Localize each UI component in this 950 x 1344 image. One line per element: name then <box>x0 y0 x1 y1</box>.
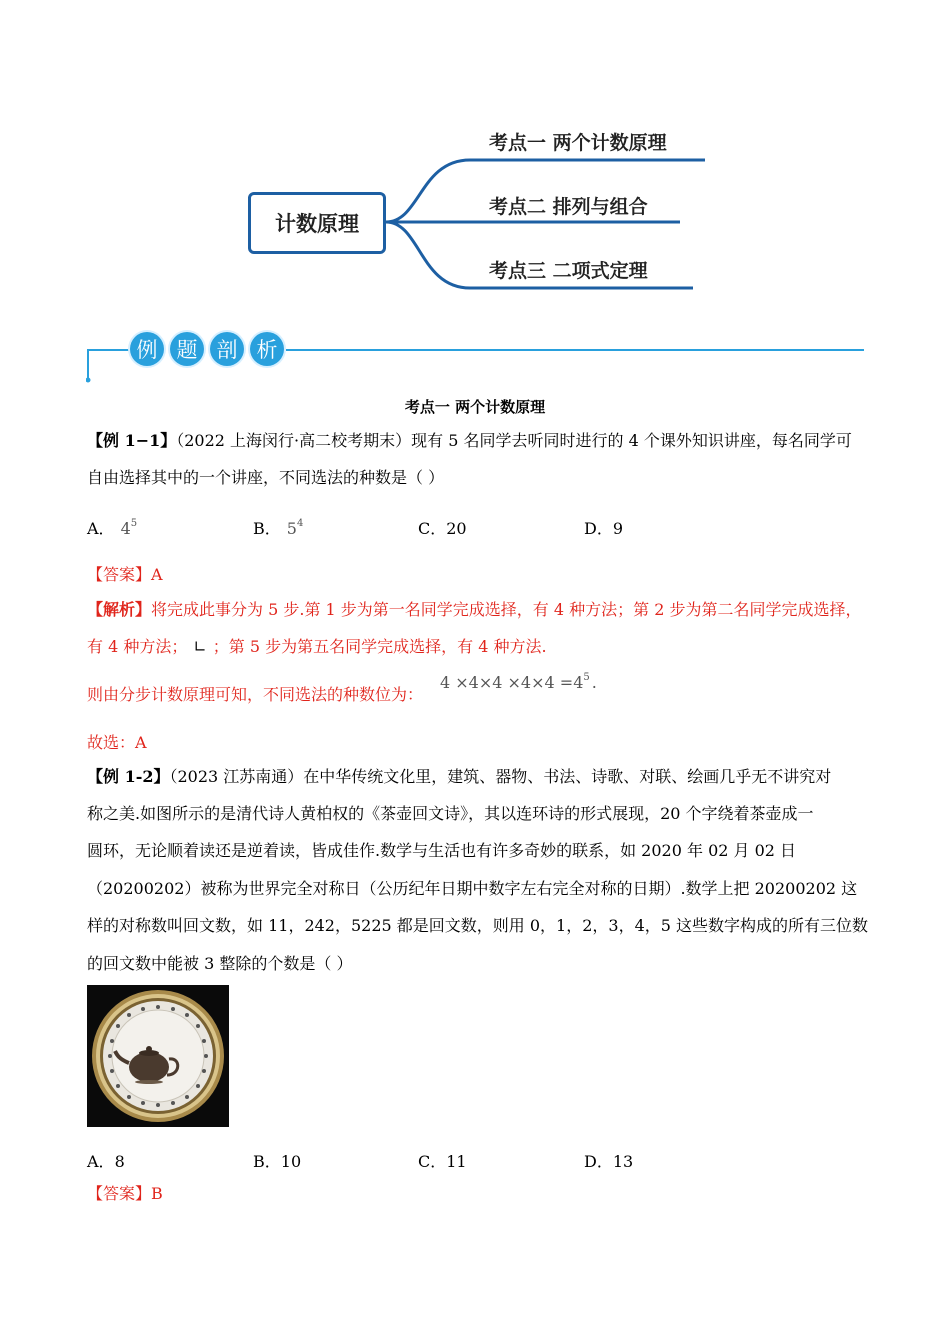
example1-answer: 【答案】A <box>87 565 163 584</box>
mindmap-root: 计数原理 <box>248 192 386 254</box>
mindmap-connectors <box>0 0 950 310</box>
example1-question-line2: 自由选择其中的一个讲座，不同选法的种数是（ ） <box>87 468 445 487</box>
example1-analysis-line2: 有 4 种方法； ∟ ；第 5 步为第五名同学完成选择，有 4 种方法. <box>87 637 547 656</box>
banner-char-2: 题 <box>170 332 204 366</box>
banner-char-3: 剖 <box>210 332 244 366</box>
example1-analysis-line3: 则由分步计数原理可知，不同选法的种数位为： <box>87 685 424 704</box>
example2-option-a: A．8 <box>87 1152 125 1171</box>
example2-line2: 称之美.如图所示的是清代诗人黄柏权的《茶壶回文诗》，其以连环诗的形式展现，20 个字绕着茶壶成一 <box>87 804 814 823</box>
example2-option-b: B．10 <box>253 1152 302 1171</box>
example1-tag: 【例 1−1】 <box>87 431 177 450</box>
example1-option-b: B． $5^4$ <box>253 518 304 538</box>
example1-conclusion: 故选：A <box>87 733 147 752</box>
mindmap-branch-2: 考点二 排列与组合 <box>489 196 648 218</box>
example2-line1: 【例 1-2】（2023 江苏南通）在中华传统文化里，建筑、器物、书法、诗歌、对联、绘画几乎无不讲究对 <box>87 767 832 786</box>
example1-option-d: D．9 <box>584 519 624 538</box>
example1-text1: （2022 上海闵行·高二校考期末）现有 5 名同学去听同时进行的 4 个课外知识讲座，每名同学可 <box>176 431 852 450</box>
example2-line5: 样的对称数叫回文数，如 11，242，5225 都是回文数，则用 0，1，2，3，4，5 这些数字构成的所有三位数 <box>87 916 869 935</box>
example2-option-d: D．13 <box>584 1152 634 1171</box>
mindmap-branch-1: 考点一 两个计数原理 <box>489 132 667 154</box>
mindmap-branch-3: 考点三 二项式定理 <box>489 260 648 282</box>
example1-analysis-line1: 【解析】将完成此事分为 5 步.第 1 步为第一名同学完成选择，有 4 种方法；第 2 步为第二名同学完成选择， <box>87 600 862 619</box>
example1-option-c: C．20 <box>418 519 467 538</box>
banner-char-4: 析 <box>250 332 284 366</box>
ellipsis-glyph: ∟ <box>193 637 207 656</box>
example1-question-line1 <box>87 430 852 452</box>
example2-option-c: C．11 <box>418 1152 467 1171</box>
example2-line4: （20200202）被称为世界完全对称日（公历纪年日期中数字左右完全对称的日期）.数学上把 20200202 这 <box>87 879 858 898</box>
example2-answer: 【答案】B <box>87 1184 163 1203</box>
teapot-poem-image <box>87 985 229 1127</box>
section-banner-line <box>86 330 866 384</box>
example2-line3: 圆环，无论顺着读还是逆着读，皆成佳作.数学与生活也有许多奇妙的联系，如 2020 年 02 月 02 日 <box>87 841 797 860</box>
example2-line6: 的回文数中能被 3 整除的个数是（ ） <box>87 954 353 973</box>
section-title: 考点一 两个计数原理 <box>404 398 546 416</box>
example1-formula: $4 \times 4\times 4 \times 4\times 4 =4^5$ . <box>440 672 597 692</box>
example1-option-a: A． $4^5$ <box>87 518 138 538</box>
banner-char-1: 例 <box>130 332 164 366</box>
